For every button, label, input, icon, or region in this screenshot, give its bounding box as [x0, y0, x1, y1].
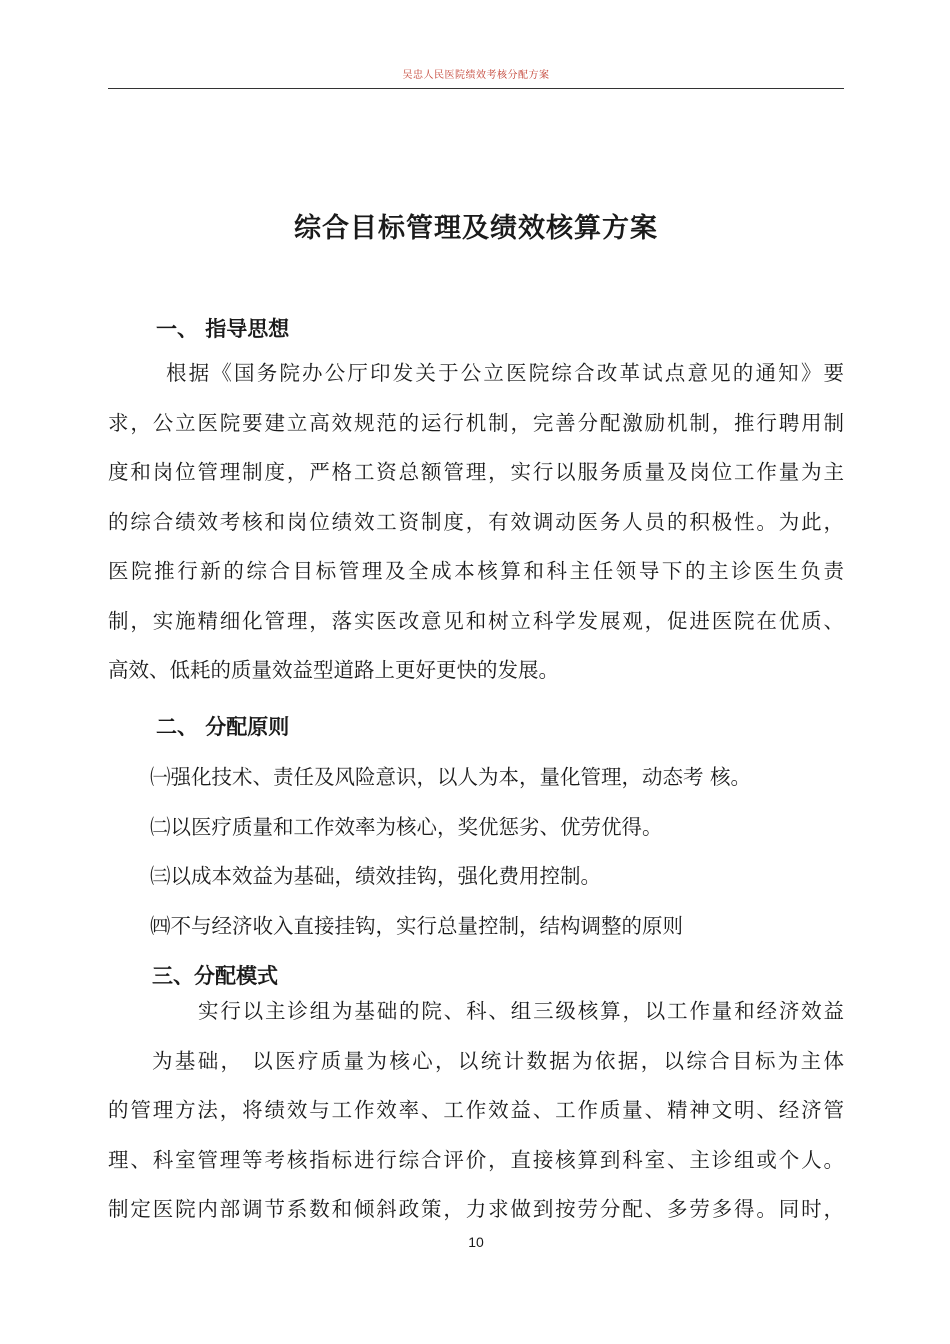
paragraph-line: 制，实施精细化管理，落实医改意见和树立科学发展观，促进医院在优质、	[108, 608, 844, 633]
paragraph-line: 制定医院内部调节系数和倾斜政策，力求做到按劳分配、多劳多得。同时，	[108, 1197, 844, 1221]
section-paragraph-distribution-model	[108, 987, 844, 1235]
section-heading-guiding-ideology: 一、 指导思想	[156, 317, 290, 341]
section-heading-distribution-model: 三、分配模式	[152, 964, 278, 988]
paragraph-line: 求，公立医院要建立高效规范的运行机制，完善分配激励机制，推行聘用制	[108, 410, 844, 435]
paragraph-line: 的管理方法，将绩效与工作效率、工作效益、工作质量、精神文明、经济管	[108, 1098, 844, 1122]
section-heading-distribution-principles: 二、 分配原则	[156, 715, 290, 739]
paragraph-line: 医院推行新的综合目标管理及全成本核算和科主任领导下的主诊医生负责	[108, 559, 844, 583]
page-number: 10	[468, 1234, 484, 1250]
principle-item-2: ㈡以医疗质量和工作效率为核心，奖优惩劣、优劳优得。	[150, 815, 663, 839]
principle-item-4: ㈣不与经济收入直接挂钩，实行总量控制，结构调整的原则	[150, 914, 683, 938]
document-title: 综合目标管理及绩效核算方案	[294, 213, 658, 244]
header-rule	[108, 88, 844, 89]
paragraph-line: 实行以主诊组为基础的院、科、组三级核算，以工作量和经济效益	[198, 999, 844, 1023]
principle-item-1: ㈠强化技术、责任及风险意识，以人为本，量化管理，动态考 核。	[150, 765, 752, 789]
running-header: 吴忠人民医院绩效考核分配方案	[402, 70, 550, 81]
paragraph-line: 的综合绩效考核和岗位绩效工资制度，有效调动医务人员的积极性。为此，	[108, 509, 844, 534]
paragraph-line: 理、科室管理等考核指标进行综合评价，直接核算到科室、主诊组或个人。	[108, 1147, 844, 1172]
principle-item-3: ㈢以成本效益为基础，绩效挂钩，强化费用控制。	[150, 864, 601, 888]
paragraph-line: 度和岗位管理制度，严格工资总额管理，实行以服务质量及岗位工作量为主	[108, 460, 844, 484]
paragraph-line: 高效、低耗的质量效益型道路上更好更快的发展。	[108, 658, 559, 682]
section-paragraph-guiding-ideology	[108, 349, 844, 696]
paragraph-line: 为基础， 以医疗质量为核心，以统计数据为依据，以综合目标为主体	[152, 1048, 844, 1073]
paragraph-line: 根据《国务院办公厅印发关于公立医院综合改革试点意见的通知》要	[166, 361, 844, 385]
